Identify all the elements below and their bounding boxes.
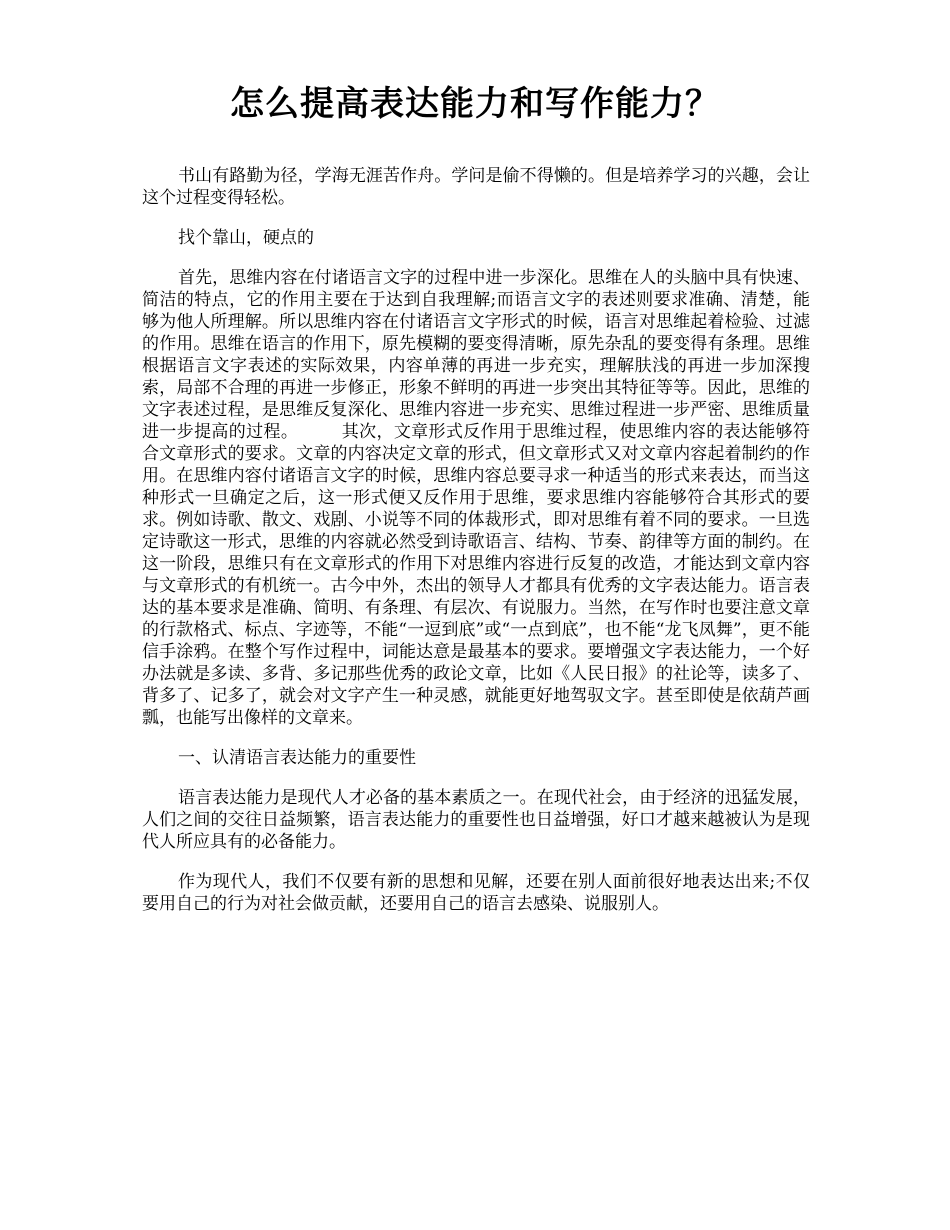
paragraph-modern-person: 作为现代人，我们不仅要有新的思想和见解，还要在别人面前很好地表达出来;不仅要用自己的行为对社会做贡献，还要用自己的语言去感染、说服别人。 (142, 872, 810, 914)
paragraph-intro: 书山有路勤为径，学海无涯苦作舟。学问是偷不得懒的。但是培养学习的兴趣，会让这个过程变得轻松。 (142, 166, 810, 208)
paragraph-importance: 语言表达能力是现代人才必备的基本素质之一。在现代社会，由于经济的迅猛发展，人们之间的交往日益频繁，语言表达能力的重要性也日益增强，好口才越来越被认为是现代人所应具有的必备能力。 (142, 788, 810, 852)
document-body (142, 165, 810, 933)
paragraph-short-note: 找个靠山，硬点的 (178, 228, 314, 248)
section-heading-importance: 一、认清语言表达能力的重要性 (178, 748, 416, 768)
paragraph-main-body: 首先，思维内容在付诸语言文字的过程中进一步深化。思维在人的头脑中具有快速、简洁的特点，它的作用主要在于达到自我理解;而语言文字的表述则要求准确、清楚，能够为他人所理解。所以思维内容在付诸语言文字形式的时候，语言对思维起着检验、过滤的作用。思维在语言的作用下，原先模糊的要变得清晰，原先杂乱的要变得有条理。思维根据语言文字表述的实际效果，内容单薄的再进一步充实，理解肤浅的再进一步加深搜索，局部不合理的再进一步修正，形象不鲜明的再进一步突出其特征等等。因此，思维的文字表述过程，是思维反复深化、思维内容进一步充实、思维过程进一步严密、思维质量进一步提高的过程。 其次，文章形式反作用于思维过程，使思维内容的表达能够符合文章形式的要求。文章的内容决定文章的形式，但文章形式又对文章内容起着制约的作用。在思维内容付诸语言文字的时候，思维内容总要寻求一种适当的形式来表达，而当这种形式一旦确定之后，这一形式便又反作用于思维，要求思维内容能够符合其形式的要求。例如诗歌、散文、戏剧、小说等不同的体裁形式，即对思维有着不同的要求。一旦选定诗歌这一形式，思维的内容就必然受到诗歌语言、结构、节奏、韵律等方面的制约。在这一阶段，思维只有在文章形式的作用下对思维内容进行反复的改造，才能达到文章内容与文章形式的有机统一。古今中外，杰出的领导人才都具有优秀的文字表达能力。语言表达的基本要求是准确、简明、有条理、有层次、有说服力。当然，在写作时也要注意文章的行款格式、标点、字迹等，不能“一逗到底”或“一点到底”，也不能“龙飞凤舞”，更不能信手涂鸦。在整个写作过程中，词能达意是最基本的要求。要增强文字表达能力，一个好办法就是多读、多背、多记那些优秀的政论文章，比如《人民日报》的社论等，读多了、背多了、记多了，就会对文字产生一种灵感，就能更好地驾驭文字。甚至即使是依葫芦画瓢，也能写出像样的文章来。 (142, 268, 810, 728)
document-title: 怎么提高表达能力和写作能力？ (230, 84, 720, 124)
